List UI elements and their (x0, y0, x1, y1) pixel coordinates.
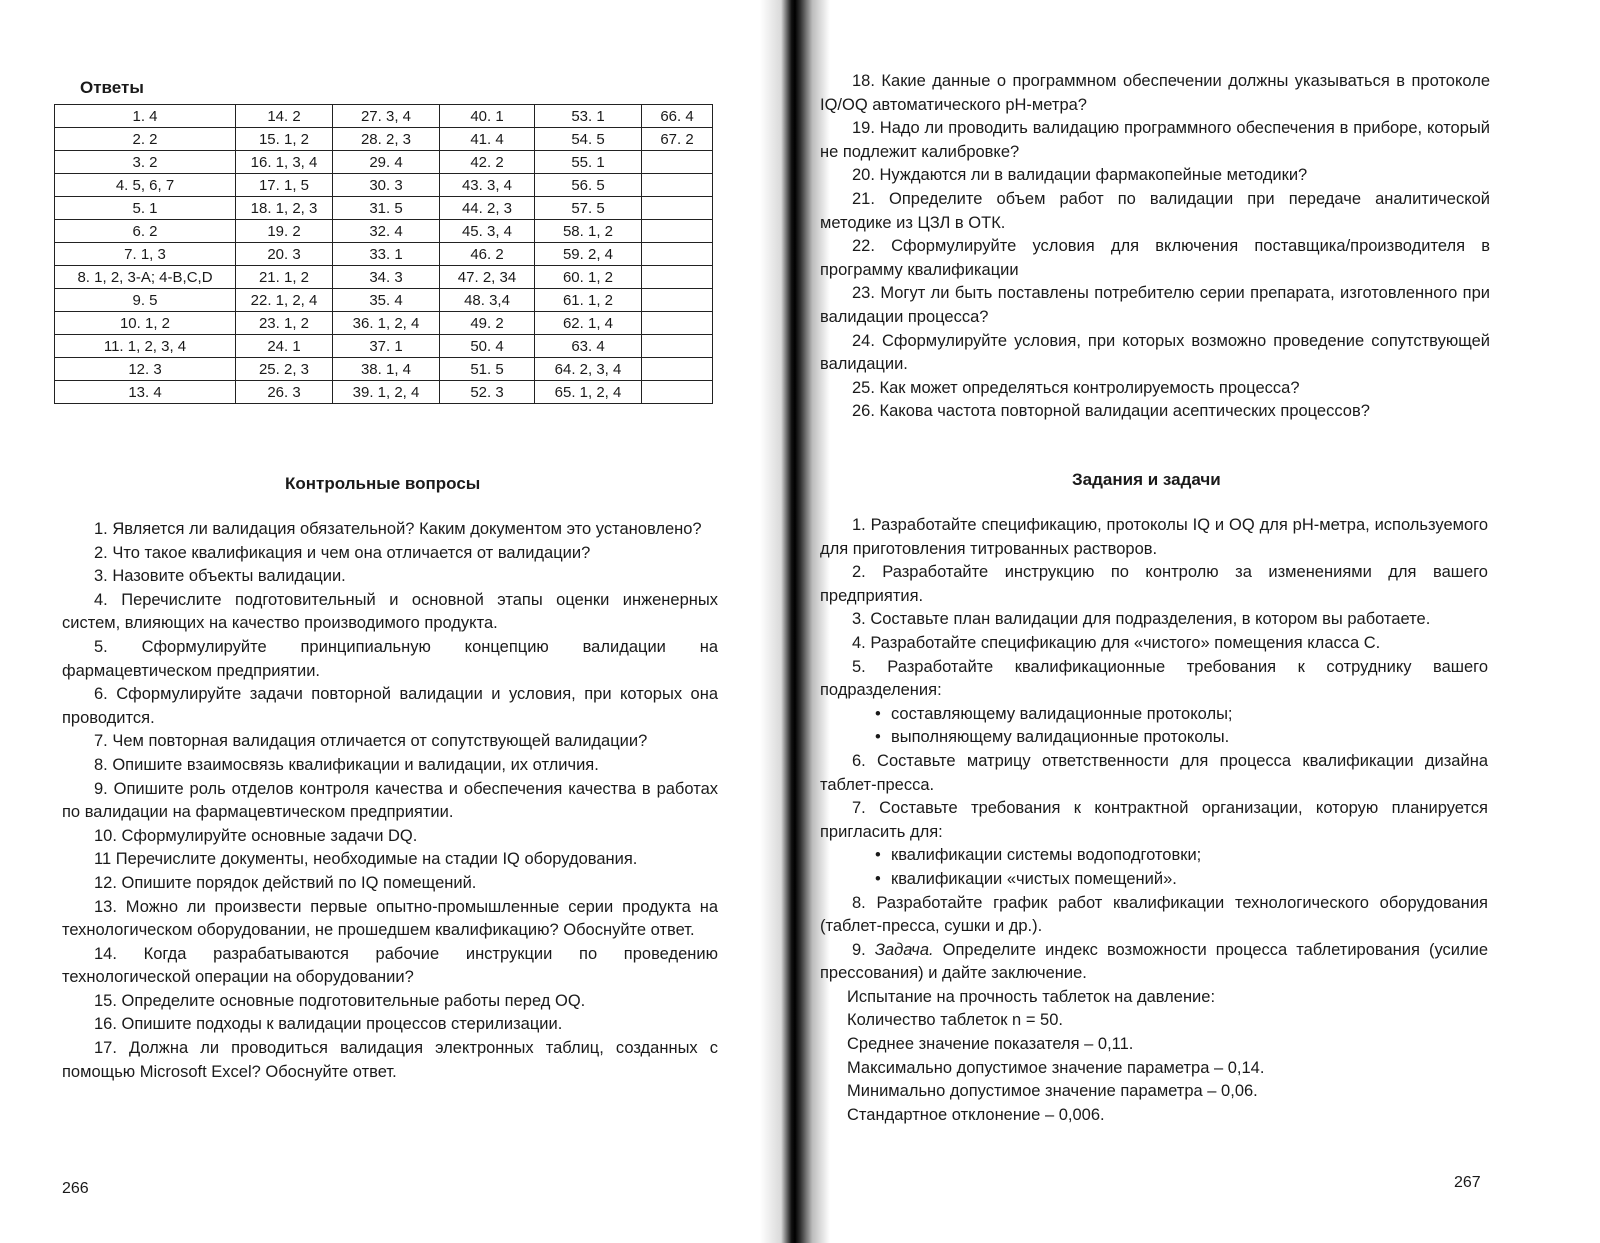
task-bullet: • квалификации «чистых помещений». (820, 868, 1488, 892)
answer-cell: 53. 1 (535, 105, 642, 128)
answer-cell: 40. 1 (440, 105, 535, 128)
answer-cell: 48. 3,4 (440, 289, 535, 312)
answer-cell (642, 335, 713, 358)
answers-row (55, 358, 713, 381)
question-item: 19. Надо ли проводить валидацию программного обеспечения в приборе, который не подлежит калибровке? (820, 119, 1490, 161)
answer-cell (642, 243, 713, 266)
answer-cell: 6. 2 (55, 220, 236, 243)
answer-cell: 34. 3 (333, 266, 440, 289)
task-item: 7. Составьте требования к контрактной организации, которую планируется пригласить для: (820, 799, 1488, 841)
answer-cell: 37. 1 (333, 335, 440, 358)
answer-cell (642, 289, 713, 312)
question-item: 2. Что такое квалификация и чем она отличается от валидации? (94, 543, 591, 562)
answer-cell: 29. 4 (333, 151, 440, 174)
tasks-list (820, 514, 1488, 1127)
task-9-label: Задача. (874, 940, 934, 959)
answers-row (55, 335, 713, 358)
answer-cell: 67. 2 (642, 128, 713, 151)
question-item: 25. Как может определяться контролируемость процесса? (852, 378, 1300, 397)
task-item: 6. Составьте матрицу ответственности для процесса квалификации дизайна таблет-пресса. (820, 751, 1488, 794)
answer-cell: 64. 2, 3, 4 (535, 358, 642, 381)
answer-cell (642, 358, 713, 381)
answers-title: Ответы (80, 78, 144, 97)
answer-cell: 22. 1, 2, 4 (236, 289, 333, 312)
answers-row (55, 381, 713, 404)
task-item: 8. Разработайте график работ квалификации технологического оборудования (таблет-пресса, сушки и др.). (820, 893, 1488, 936)
answer-cell: 39. 1, 2, 4 (333, 381, 440, 404)
task-item: 3. Составьте план валидации для подразделения, в котором вы работаете. (852, 610, 1431, 629)
page-number-left: 266 (62, 1180, 89, 1197)
answer-cell: 18. 1, 2, 3 (236, 197, 333, 220)
answer-cell: 20. 3 (236, 243, 333, 266)
answer-cell: 36. 1, 2, 4 (333, 312, 440, 335)
answer-cell: 54. 5 (535, 128, 642, 151)
answer-cell: 66. 4 (642, 105, 713, 128)
task-data-line: Испытание на прочность таблеток на давление: (847, 987, 1216, 1006)
task-data-line: Количество таблеток n = 50. (847, 1011, 1063, 1030)
answer-cell: 46. 2 (440, 243, 535, 266)
answer-cell: 11. 1, 2, 3, 4 (55, 335, 236, 358)
questions-title: Контрольные вопросы (285, 474, 481, 493)
answer-cell: 65. 1, 2, 4 (535, 381, 642, 404)
left-page (0, 0, 790, 1243)
task-bullet: • квалификации системы водоподготовки; (820, 844, 1488, 868)
questions-list (62, 518, 718, 1084)
answer-cell: 4. 5, 6, 7 (55, 174, 236, 197)
question-item: 14. Когда разрабатываются рабочие инструкции по проведению технологической операции на оборудовании? (62, 944, 718, 987)
answer-cell: 7. 1, 3 (55, 243, 236, 266)
answer-cell (642, 381, 713, 404)
answer-cell: 12. 3 (55, 358, 236, 381)
answers-table (54, 104, 713, 404)
answer-cell: 31. 5 (333, 197, 440, 220)
answer-cell: 47. 2, 34 (440, 266, 535, 289)
answer-cell: 16. 1, 3, 4 (236, 151, 333, 174)
answer-cell: 13. 4 (55, 381, 236, 404)
answer-cell: 19. 2 (236, 220, 333, 243)
answer-cell: 49. 2 (440, 312, 535, 335)
answer-cell (642, 312, 713, 335)
answers-row (55, 151, 713, 174)
answer-cell: 45. 3, 4 (440, 220, 535, 243)
answer-cell: 56. 5 (535, 174, 642, 197)
answer-cell: 17. 1, 5 (236, 174, 333, 197)
answer-cell: 55. 1 (535, 151, 642, 174)
question-item: 12. Опишите порядок действий по IQ помещений. (94, 873, 477, 892)
answers-row (55, 174, 713, 197)
answer-cell: 25. 2, 3 (236, 358, 333, 381)
answer-cell: 27. 3, 4 (333, 105, 440, 128)
answer-cell: 41. 4 (440, 128, 535, 151)
question-item: 23. Могут ли быть поставлены потребителю серии препарата, изготовленного при валидации процесса? (820, 284, 1490, 326)
task-item: 1. Разработайте спецификацию, протоколы IQ и OQ для pH-метра, используемого для приготовления титрованных растворов. (820, 516, 1488, 558)
answer-cell: 32. 4 (333, 220, 440, 243)
answer-cell: 5. 1 (55, 197, 236, 220)
answers-row (55, 220, 713, 243)
answer-cell: 10. 1, 2 (55, 312, 236, 335)
question-item: 8. Опишите взаимосвязь квалификации и валидации, их отличия. (94, 755, 599, 774)
answer-cell: 33. 1 (333, 243, 440, 266)
answer-cell: 23. 1, 2 (236, 312, 333, 335)
question-item: 16. Опишите подходы к валидации процессов стерилизации. (94, 1015, 563, 1034)
question-item: 17. Должна ли проводиться валидация электронных таблиц, созданных с помощью Microsoft Excel? Обоснуйте ответ. (62, 1039, 718, 1081)
answers-row (55, 312, 713, 335)
answer-cell (642, 266, 713, 289)
answer-cell: 3. 2 (55, 151, 236, 174)
answers-row (55, 243, 713, 266)
answer-cell: 63. 4 (535, 335, 642, 358)
answer-cell: 57. 5 (535, 197, 642, 220)
task-item: 2. Разработайте инструкцию по контролю за изменениями для вашего предприятия. (820, 563, 1488, 605)
answer-cell: 24. 1 (236, 335, 333, 358)
tasks-title: Задания и задачи (1072, 470, 1221, 489)
question-item: 24. Сформулируйте условия, при которых возможно проведение сопутствующей валидации. (820, 331, 1490, 374)
answer-cell: 61. 1, 2 (535, 289, 642, 312)
task-9-text: Определите индекс возможности процесса таблетирования (усилие прессования) и дайте заключение. (820, 940, 1488, 983)
question-item: 13. Можно ли произвести первые опытно-промышленные серии продукта на технологическом оборудовании, не прошедшем квалификацию? Обоснуйте ответ. (62, 897, 718, 940)
question-item: 4. Перечислите подготовительный и основной этапы оценки инженерных систем, влияющих на качество производимого продукта. (62, 590, 718, 633)
answers-row (55, 289, 713, 312)
task-item-9 (820, 939, 1488, 986)
answers-row (55, 266, 713, 289)
answer-cell: 44. 2, 3 (440, 197, 535, 220)
task-data-line: Стандартное отклонение – 0,006. (847, 1105, 1105, 1124)
answer-cell (642, 197, 713, 220)
question-item: 21. Определите объем работ по валидации при передаче аналитической методике из ЦЗЛ в ОТК. (820, 189, 1490, 232)
task-data-line: Минимально допустимое значение параметра – 0,06. (847, 1082, 1258, 1101)
answer-cell: 42. 2 (440, 151, 535, 174)
task-bullet: • составляющему валидационные протоколы; (820, 703, 1488, 727)
question-item: 26. Какова частота повторной валидации асептических процессов? (852, 402, 1370, 421)
page-number-right: 267 (1454, 1174, 1481, 1191)
answer-cell (642, 174, 713, 197)
task-bullet: • выполняющему валидационные протоколы. (820, 726, 1488, 750)
answer-cell: 50. 4 (440, 335, 535, 358)
answer-cell: 8. 1, 2, 3-A; 4-B,C,D (55, 266, 236, 289)
question-item: 18. Какие данные о программном обеспечении должны указываться в протоколе IQ/OQ автоматического pH-метра? (820, 72, 1490, 114)
answer-cell: 51. 5 (440, 358, 535, 381)
answer-cell: 2. 2 (55, 128, 236, 151)
question-item: 7. Чем повторная валидация отличается от сопутствующей валидации? (94, 732, 648, 751)
question-item: 1. Является ли валидация обязательной? Каким документом это установлено? (94, 520, 702, 538)
question-item: 22. Сформулируйте условия для включения поставщика/производителя в программу квалификации (820, 237, 1490, 279)
task-9-number: 9. (852, 940, 875, 959)
answer-cell: 38. 1, 4 (333, 358, 440, 381)
answer-cell: 62. 1, 4 (535, 312, 642, 335)
question-item: 6. Сформулируйте задачи повторной валидации и условия, при которых она проводится. (62, 685, 718, 727)
answer-cell: 15. 1, 2 (236, 128, 333, 151)
answer-cell: 28. 2, 3 (333, 128, 440, 151)
task-data-line: Среднее значение показателя – 0,11. (847, 1035, 1134, 1054)
question-item: 11 Перечислите документы, необходимые на стадии IQ оборудования. (94, 850, 638, 869)
answer-cell (642, 151, 713, 174)
question-item: 20. Нуждаются ли в валидации фармакопейные методики? (852, 166, 1308, 185)
answers-row (55, 105, 713, 128)
answer-cell: 9. 5 (55, 289, 236, 312)
answer-cell: 35. 4 (333, 289, 440, 312)
right-page (790, 0, 1600, 1243)
answer-cell: 59. 2, 4 (535, 243, 642, 266)
answers-row (55, 197, 713, 220)
answer-cell: 1. 4 (55, 105, 236, 128)
question-item: 10. Сформулируйте основные задачи DQ. (94, 826, 418, 845)
answer-cell: 43. 3, 4 (440, 174, 535, 197)
question-item: 5. Сформулируйте принципиальную концепцию валидации на фармацевтическом предприятии. (62, 637, 718, 680)
answer-cell (642, 220, 713, 243)
answer-cell: 30. 3 (333, 174, 440, 197)
task-item: 4. Разработайте спецификацию для «чистого» помещения класса С. (852, 633, 1381, 652)
task-data-line: Максимально допустимое значение параметра – 0,14. (847, 1058, 1265, 1077)
answer-cell: 26. 3 (236, 381, 333, 404)
answers-row (55, 128, 713, 151)
question-item: 3. Назовите объекты валидации. (94, 567, 346, 586)
answer-cell: 52. 3 (440, 381, 535, 404)
answer-cell: 60. 1, 2 (535, 266, 642, 289)
answer-cell: 58. 1, 2 (535, 220, 642, 243)
answer-cell: 21. 1, 2 (236, 266, 333, 289)
answer-cell: 14. 2 (236, 105, 333, 128)
questions-list-continued (820, 70, 1490, 424)
question-item: 15. Определите основные подготовительные работы перед OQ. (94, 991, 586, 1010)
question-item: 9. Опишите роль отделов контроля качества и обеспечения качества в работах по валидации на фармацевтическом предприятии. (62, 779, 718, 822)
task-item: 5. Разработайте квалификационные требования к сотруднику вашего подразделения: (820, 657, 1488, 700)
